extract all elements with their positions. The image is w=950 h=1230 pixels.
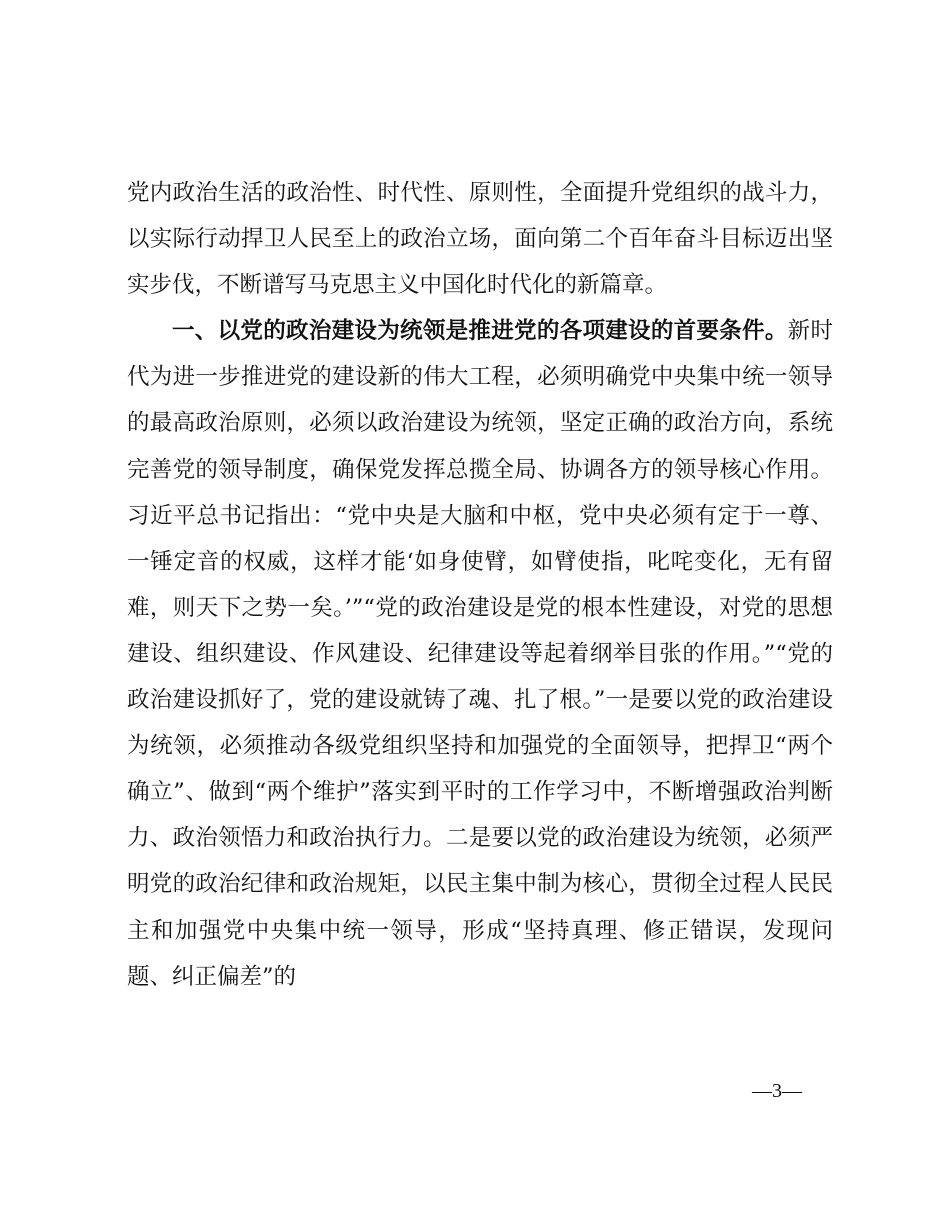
page-number: —3— — [752, 1080, 802, 1102]
section-body: 新时代为进一步推进党的建设新的伟大工程，必须明确党中央集中统一领导的最高政治原则，必须以政治建设为统领，坚定正确的政治方向，系统完善党的领导制度，确保党发挥总揽全局、协调各方的领导核心作用。习近平总书记指出：“党中央是大脑和中枢，党中央必须有定于一尊、一锤定音的权威，这样才能‘如身使臂，如臂使指，叱咤变化，无有留难，则天下之势一矣。’”“党的政治建设是党的根本性建设，对党的思想建设、组织建设、作风建设、纪律建设等起着纲举目张的作用。”“党的政治建设抓好了，党的建设就铸了魂、扎了根。”一是要以党的政治建设为统领，必须推动各级党组织坚持和加强党的全面领导，把捍卫“两个确立”、做到“两个维护”落实到平时的工作学习中，不断增强政治判断力、政治领悟力和政治执行力。二是要以党的政治建设为统领，必须严明党的政治纪律和政治规矩，以民主集中制为核心，贯彻全过程人民民主和加强党中央集中统一领导，形成“坚持真理、修正错误，发现问题、纠正偏差”的 — [127, 318, 833, 990]
paragraph-section-one — [127, 308, 833, 999]
section-heading: 一、以党的政治建设为统领是推进党的各项建设的首要条件。 — [172, 318, 788, 345]
body-text — [127, 170, 833, 1000]
paragraph-continuation: 党内政治生活的政治性、时代性、原则性，全面提升党组织的战斗力，以实际行动捍卫人民至上的政治立场，面向第二个百年奋斗目标迈出坚实步伐，不断谱写马克思主义中国化时代化的新篇章。 — [127, 180, 833, 299]
